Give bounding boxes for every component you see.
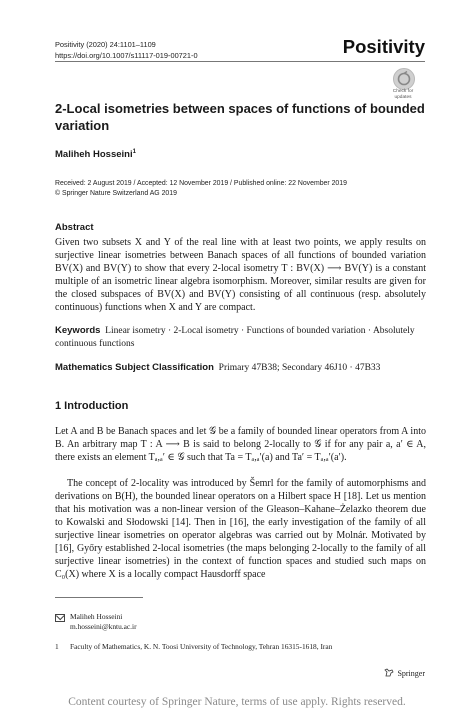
envelope-icon: [55, 614, 65, 622]
author-name-text[interactable]: Maliheh Hosseini: [55, 149, 133, 161]
copyright-line: © Springer Nature Switzerland AG 2019: [55, 189, 177, 197]
journal-info: [55, 40, 198, 61]
contact-info: [70, 612, 137, 632]
journal-citation: Positivity (2020) 24:1101–1109: [55, 40, 156, 49]
publisher-logo: [384, 668, 425, 678]
courtesy-notice: Content courtesy of Springer Nature, terms of use apply. Rights reserved.: [68, 696, 406, 708]
article-title: 2-Local isometries between spaces of functions of bounded variation: [55, 101, 425, 133]
abstract-text: Given two subsets X and Y of the real line with at least two points, we apply results on surjective linear isometries between Banach spaces of all functions of bounded variation BV(X) and BV(Y) to show that every 2-local isometry T : BV(X) ⟶ BV(Y) is a constant multiple of an isometric linear algebra isomorphism. Moreover, similar results are given for the closed subspaces of BV(X) and BV(Y) consisting of all continuous (resp. absolutely continuous) functions when X and Y are compact.: [55, 237, 426, 313]
check-for-updates-badge[interactable]: [381, 68, 425, 102]
abstract-heading: Abstract: [55, 222, 94, 233]
footnote-number: 1: [55, 642, 59, 651]
doi-link[interactable]: https://doi.org/10.1007/s11117-019-00721-0: [55, 50, 198, 60]
intro-paragraph-2: The concept of 2-locality was introduced by Šemrl for the family of automorphisms and derivations on B(H), the bounded linear operators on a Hilbert space H [18]. Let us mention that his motivation was a non-linear version of the Gleason–Kahane–Żelazko theorem due to Kowalski and Słodowski [14]. Then in [16], the early investigation of the family of all surjective linear isometries on operator algebras was carried out by Molnár. Motivated by [16], Győry established 2-local isometries (the maps belonging 2-locally to the family of all surjective linear isometries) in the context of function spaces and studied such maps on C₀(X) where X is a locally compact Hausdorff space: [55, 478, 426, 580]
publisher-name: Springer: [397, 669, 425, 678]
journal-name: Positivity: [342, 36, 425, 57]
keywords-label: Keywords: [55, 325, 101, 336]
intro-paragraph-1: Let A and B be Banach spaces and let 𝒢 be a family of bounded linear operators from A into B. An arbitrary map T : A ⟶ B is said to belong 2-locally to 𝒢 if for any pair a, a′ ∈ A, there exists an element Tₐ,ₐ′ ∈ 𝒢 such that Ta = Tₐ,ₐ′(a) and Ta′ = Tₐ,ₐ′(a′).: [55, 426, 426, 463]
header-rule: [55, 61, 425, 62]
msc-label: Mathematics Subject Classification: [55, 362, 214, 373]
springer-horse-icon: [384, 668, 394, 677]
check-updates-icon: [393, 68, 415, 90]
keywords: [55, 324, 426, 351]
footnote-rule: [55, 597, 143, 598]
check-updates-label: Check for updates: [392, 89, 414, 100]
contact-name: Maliheh Hosseini: [70, 612, 123, 621]
keywords-text: Linear isometry · 2-Local isometry · Functions of bounded variation · Absolutely continuous functions: [55, 326, 415, 349]
publication-dates: [55, 179, 435, 198]
contact-email[interactable]: m.hosseini@kntu.ac.ir: [70, 622, 137, 631]
section-heading: 1 Introduction: [55, 400, 129, 412]
author-name: [55, 149, 136, 160]
author-affiliation-mark: 1: [132, 149, 136, 155]
msc-text: Primary 47B38; Secondary 46J10 · 47B33: [218, 363, 381, 373]
msc-classification: [55, 362, 426, 373]
dates-line: Received: 2 August 2019 / Accepted: 12 November 2019 / Published online: 22 November 2019: [55, 180, 347, 187]
footnote-text: Faculty of Mathematics, K. N. Toosi University of Technology, Tehran 16315-1618, Iran: [70, 642, 333, 651]
footnote: [55, 642, 332, 651]
